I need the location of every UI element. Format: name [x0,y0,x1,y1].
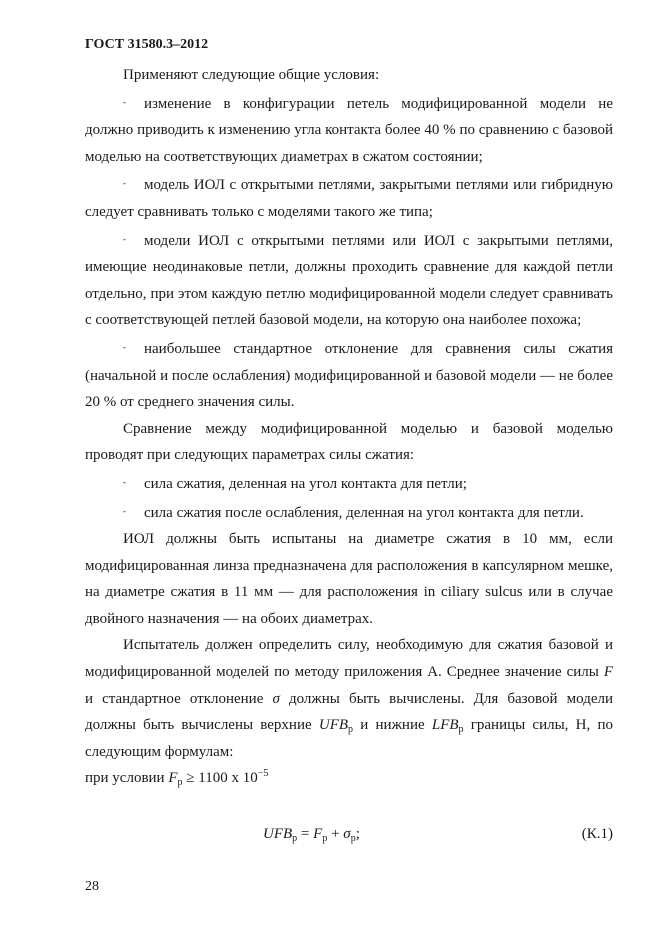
tester-text: Испытатель должен определить силу, необходимую для сжатия базовой и модифицированной моделей по методу приложения А. Среднее значение силы [85,637,613,681]
dash-marker: - [123,233,126,244]
parameter-text: сила сжатия, деленная на угол контакта для петли; [144,475,467,492]
parameter-item-1 [85,469,613,498]
subscript-p: р [292,833,298,844]
condition-text: модель ИОЛ с открытыми петлями, закрытыми петлями или гибридную следует сравнивать только с моделями такого же типа; [85,177,613,220]
force-symbol: F [313,826,323,842]
force-symbol: F [168,770,178,787]
condition-text: модели ИОЛ с открытыми петлями или ИОЛ с закрытыми петлями, имеющие неодинаковые петли, должны проходить сравнение для каждой петли отдельно, при этом каждую петлю модифицированной модели следует сравнивать с соответствующей петлей базовой модели, на которую она наиболее похожа; [85,232,613,329]
subscript-p: р [350,833,356,844]
exponent: −5 [257,768,269,780]
subscript-p: р [177,777,183,789]
page-number: 28 [85,879,99,894]
tester-text: и нижние [353,717,432,734]
intro-paragraph: Применяют следующие общие условия: [123,67,380,83]
condition-text: наибольшее стандартное отклонение для сравнения силы сжатия (начальной и после ослабления) модифицированной и базовой модели — не более 20 % от среднего значения силы. [85,340,613,411]
parameter-item-2 [85,498,613,527]
formula-number: (К.1) [581,826,613,842]
condition-relation: ≥ 1100 х 10 [182,770,258,787]
document-body [85,62,613,792]
iol-test-paragraph: ИОЛ должны быть испытаны на диаметре сжатия в 10 мм, если модифицированная линза предназначена для расположения в капсулярном мешке, на диаметре сжатия в 11 мм — для расположения in ciliary sulcus или в случае двойного назначения — на обоих диаметрах. [85,531,613,627]
dash-marker: - [123,476,126,487]
tester-text: и стандартное отклонение [85,690,273,707]
dash-marker: - [123,178,126,189]
condition-prefix: при условии [85,770,169,787]
sigma-symbol: σ [343,826,351,842]
condition-line [85,765,613,792]
formula-expression [263,826,360,843]
subscript-p: р [458,724,464,736]
condition-text: изменение в конфигурации петель модифицированной модели не должно приводить к изменению угла контакта более 40 % по сравнению с базовой моделью на соответствующих диаметрах в сжатом состоянии; [85,95,613,165]
force-symbol: F [603,664,613,681]
comparison-paragraph: Сравнение между модифицированной моделью и базовой моделью проводят при следующих параметрах силы сжатия: [85,420,613,464]
semicolon: ; [355,826,360,842]
parameter-text: сила сжатия после ослабления, деленная на угол контакта для петли. [144,504,584,521]
ufb-symbol: UFB [263,826,293,842]
tester-text: должны быть вычислены. Для базовой модели должны быть вычислены верхние [85,690,613,734]
condition-item-2 [85,170,613,225]
subscript-p: р [348,724,354,736]
document-header: ГОСТ 31580.3–2012 [85,37,209,52]
plus-sign: + [327,826,344,842]
dash-marker: - [123,96,126,107]
ufb-symbol: UFB [318,717,349,734]
dash-marker: - [123,505,126,516]
dash-marker: - [123,341,126,352]
condition-item-3 [85,226,613,334]
lfb-symbol: LFB [431,717,459,734]
condition-item-1 [85,89,613,171]
sigma-symbol: σ [272,690,280,707]
equals-sign: = [297,826,314,842]
formula-k1 [85,826,613,846]
condition-item-4 [85,334,613,416]
subscript-p: р [322,833,328,844]
tester-paragraph [85,632,613,765]
tester-text: границы силы, Н, по следующим формулам: [85,717,613,760]
